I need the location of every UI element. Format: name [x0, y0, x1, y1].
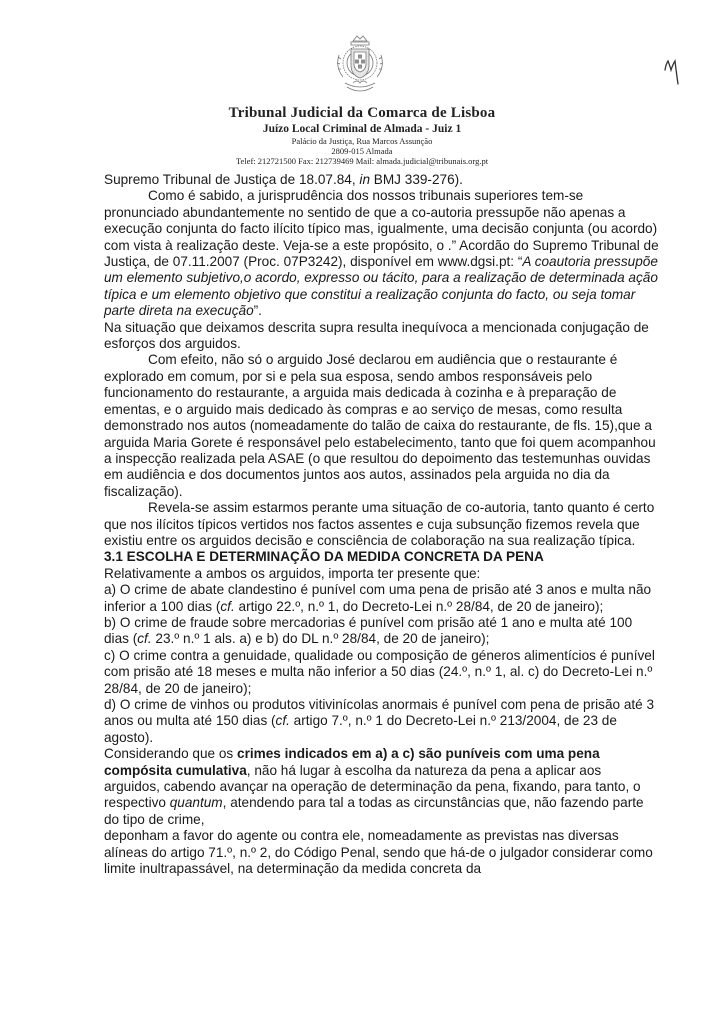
paragraph: Com efeito, não só o arguido José declarou em audiência que o restaurante é explorado em comum, por si e pela sua esposa, sendo ambos responsáveis pelo funcionamento do restaurante, a arguida mais dedicada à cozinha e à preparação de ementas, e o arguido mais dedicado às compras e ao serviço de mesas, como resulta demonstrado nos autos (nomeadamente do talão de caixa do restaurante, de fls. 15),que a arguida Maria Gorete é responsável pelo estabelecimento, tanto que foi quem acompanhou a inspecção realizada pela ASAE (o que resultou do depoimento das testemunhas ouvidas em audiência e dos documentos juntos aos autos, assinados pela arguida no dia da fiscalização).: [104, 352, 656, 499]
section-heading: 3.1 ESCOLHA E DETERMINAÇÃO DA MEDIDA CONCRETA DA PENA: [104, 549, 544, 565]
court-contacts: Telef: 212721500 Fax: 212739469 Mail: almada.judicial@tribunais.org.pt: [235, 156, 489, 166]
quotation: A coautoria pressupõe um elemento subjetivo,o acordo, expresso ou tácito, para a realização de determinada ação típica e um elemento objetivo que constitui a realização conjunta do facto, ou seja tomar parte direta na execução: [104, 254, 658, 319]
court-section: Juízo Local Criminal de Almada - Juiz 1: [262, 123, 462, 135]
handwritten-margin-mark: [662, 56, 686, 88]
paragraph: Revela-se assim estarmos perante uma situação de co-autoria, tanto quanto é certo que nos ilícitos típicos vertidos nos factos assentes e cuja subsunção fizemos revela que existiu entre os arguidos decisão e consciência de colaboração na sua realização típica.: [104, 500, 655, 548]
list-item: b) O crime de fraude sobre mercadorias é punível com prisão até 1 ano e multa até 100 dias (cf. 23.º n.º 1 als. a) e b) do DL n.º 28/84, de 20 de janeiro);: [104, 614, 633, 647]
paragraph: Como é sabido, a jurisprudência dos nossos tribunais superiores tem-se pronunciado abundantemente no sentido de que a co-autoria pressupõe não apenas a execução conjunta do facto ilícito típico mas, igualmente, uma decisão conjunta (ou acordo) com vista à realização deste. Veja-se a este propósito, o .” Acordão do Supremo Tribunal de Justiça, de 07.11.2007 (Proc. 07P3242), disponível em www.dgsi.pt: “A coautoria pressupõe um elemento subjetivo,o acordo, expresso ou tácito, para a realização de determinada ação típica e um elemento objetivo que constitui a realização conjunta do facto, ou seja tomar parte direta na execução”.: [104, 188, 659, 319]
list-item: c) O crime contra a genuidade, qualidade ou composição de géneros alimentícios é punível com prisão até 18 meses e multa não inferior a 50 dias (24.º, n.º 1, al. c) do Decreto-Lei n.º 28/84, de 20 de janeiro);: [104, 647, 655, 696]
court-postal-code: 2809-015 Almada: [331, 146, 393, 156]
court-header: [150, 104, 574, 167]
paragraph: deponham a favor do agente ou contra ele, nomeadamente as previstas nas diversas alíneas do artigo 71.º, n.º 2, do Código Penal, sendo que há-de o julgador considerar como limite inultrapassável, na determinação da medida concreta da: [104, 828, 653, 877]
paragraph: Considerando que os crimes indicados em a) a c) são puníveis com uma pena compósita cumulativa, não há lugar à escolha da natureza da pena a aplicar aos arguidos, cabendo avançar na operação de determinação da pena, fixando, para tanto, o respectivo quantum, atendendo para tal a todas as circunstâncias que, não fazendo parte do tipo de crime,: [104, 746, 644, 827]
list-item: d) O crime de vinhos ou produtos vitivinícolas anormais é punível com pena de prisão até 3 anos ou multa até 150 dias (cf. artigo 7.º, n.º 1 do Decreto-Lei n.º 213/2004, de 23 de agosto).: [104, 697, 655, 745]
court-address: Palácio da Justiça, Rua Marcos Assunção: [291, 136, 433, 146]
list-item: a) O crime de abate clandestino é punível com uma pena de prisão até 3 anos e multa não inferior a 100 dias (cf. artigo 22.º, n.º 1, do Decreto-Lei n.º 28/84, de 20 de janeiro);: [104, 582, 652, 614]
paragraph: Na situação que deixamos descrita supra resulta inequívoca a mencionada conjugação de esforços dos arguidos.: [104, 319, 649, 352]
portuguese-coat-of-arms-icon: [331, 33, 389, 97]
paragraph: Supremo Tribunal de Justiça de 18.07.84, in BMJ 339-276).: [104, 172, 463, 187]
paragraph: Relativamente a ambos os arguidos, importa ter presente que:: [104, 565, 481, 581]
court-name: Tribunal Judicial da Comarca de Lisboa: [228, 105, 496, 121]
document-body: [104, 172, 660, 877]
